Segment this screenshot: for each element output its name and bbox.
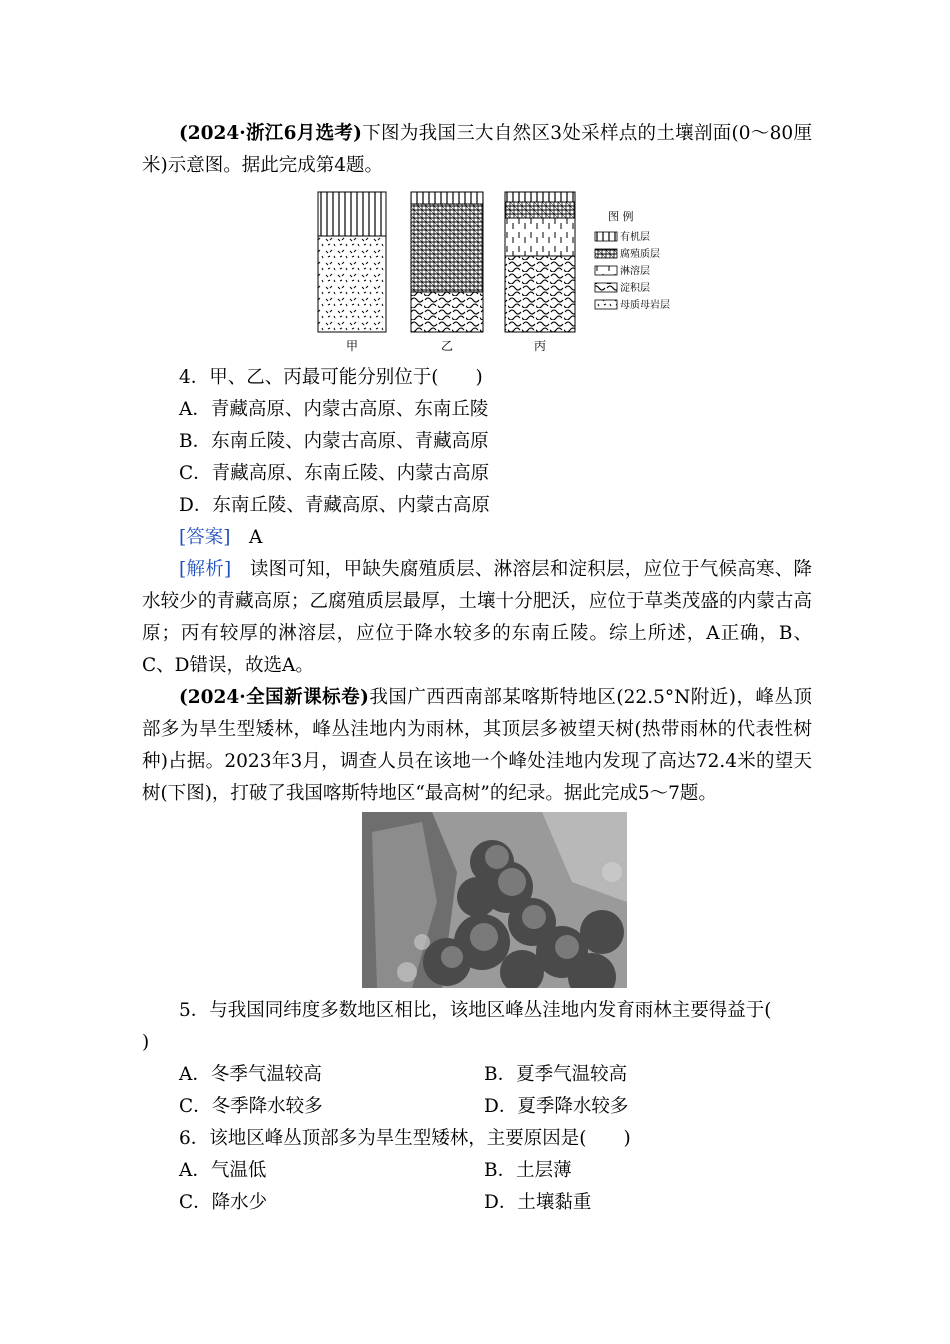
column-label-jia: 甲	[345, 339, 359, 353]
source-tag: (2024·浙江6月选考)	[179, 123, 362, 144]
answer-label: [答案]	[179, 527, 231, 548]
legend-item: 淀积层	[620, 283, 650, 294]
answer-line	[179, 522, 262, 554]
forest-photo	[362, 812, 627, 988]
analysis-label: [解析]	[179, 559, 232, 580]
legend-item: 有机层	[620, 232, 650, 243]
soil-profile-figure	[312, 188, 682, 356]
intro-text: 我国广西西南部某喀斯特地区(22.5°N附近)，峰丛顶部多为旱生型矮林，峰丛洼地内为雨林，其顶层多被望天树(热带雨林的代表性树种)占据。2023年3月，调查人员在该地一个峰处洼地内发现了高达72.4米的望天树(下图)，打破了我国喀斯特地区“最高树”的纪录。据此完成5～7题。	[142, 687, 812, 804]
intro-paragraph-2	[142, 682, 812, 810]
column-label-yi: 乙	[440, 339, 454, 353]
question-6-option: C．降水少	[179, 1192, 268, 1213]
question-6-stem: 6．该地区峰丛顶部多为旱生型矮林，主要原因是( )	[179, 1128, 631, 1149]
intro-paragraph-1	[142, 118, 812, 182]
question-4-option: D．东南丘陵、青藏高原、内蒙古高原	[179, 495, 490, 516]
question-6-option: D．土壤黏重	[484, 1192, 592, 1213]
question-4-stem: 4．甲、乙、丙最可能分别位于( )	[179, 367, 483, 388]
question-5-option: C．冬季降水较多	[179, 1096, 323, 1117]
figure-legend	[595, 209, 670, 311]
intro-text: 下图为我国三大自然区3处采样点的土壤剖面(0～80厘米)示意图。据此完成第4题。	[142, 123, 812, 176]
question-6-option: A．气温低	[179, 1160, 267, 1181]
question-4-option: C．青藏高原、东南丘陵、内蒙古高原	[179, 463, 490, 484]
question-4-option: A．青藏高原、内蒙古高原、东南丘陵	[179, 399, 489, 420]
legend-item: 淋溶层	[620, 266, 650, 277]
question-5-stem-end: )	[142, 1032, 150, 1053]
question-4-option: B．东南丘陵、内蒙古高原、青藏高原	[179, 431, 489, 452]
analysis-text: 读图可知，甲缺失腐殖质层、淋溶层和淀积层，应位于气候高寒、降水较少的青藏高原；乙腐殖质层最厚，土壤十分肥沃，应位于草类茂盛的内蒙古高原；丙有较厚的淋溶层，应位于降水较多的东南丘陵。综上所述，A正确，B、C、D错误，故选A。	[142, 559, 812, 676]
legend-item: 腐殖质层	[620, 249, 660, 260]
column-label-bing: 丙	[533, 339, 547, 353]
answer-value: A	[248, 527, 263, 548]
question-6-option: B．土层薄	[484, 1160, 572, 1181]
analysis-paragraph	[142, 554, 812, 682]
legend-item: 母质母岩层	[620, 300, 670, 311]
question-5-stem: 5．与我国同纬度多数地区相比，该地区峰丛洼地内发育雨林主要得益于(	[179, 1000, 772, 1021]
question-5-option: B．夏季气温较高	[484, 1064, 628, 1085]
question-5-option: A．冬季气温较高	[179, 1064, 322, 1085]
profile-column-bing	[505, 192, 575, 353]
source-tag: (2024·全国新课标卷)	[179, 687, 369, 708]
profile-column-yi	[411, 192, 483, 353]
profile-column-jia	[318, 192, 386, 353]
question-5-option: D．夏季降水较多	[484, 1096, 629, 1117]
legend-title: 图 例	[608, 210, 634, 223]
